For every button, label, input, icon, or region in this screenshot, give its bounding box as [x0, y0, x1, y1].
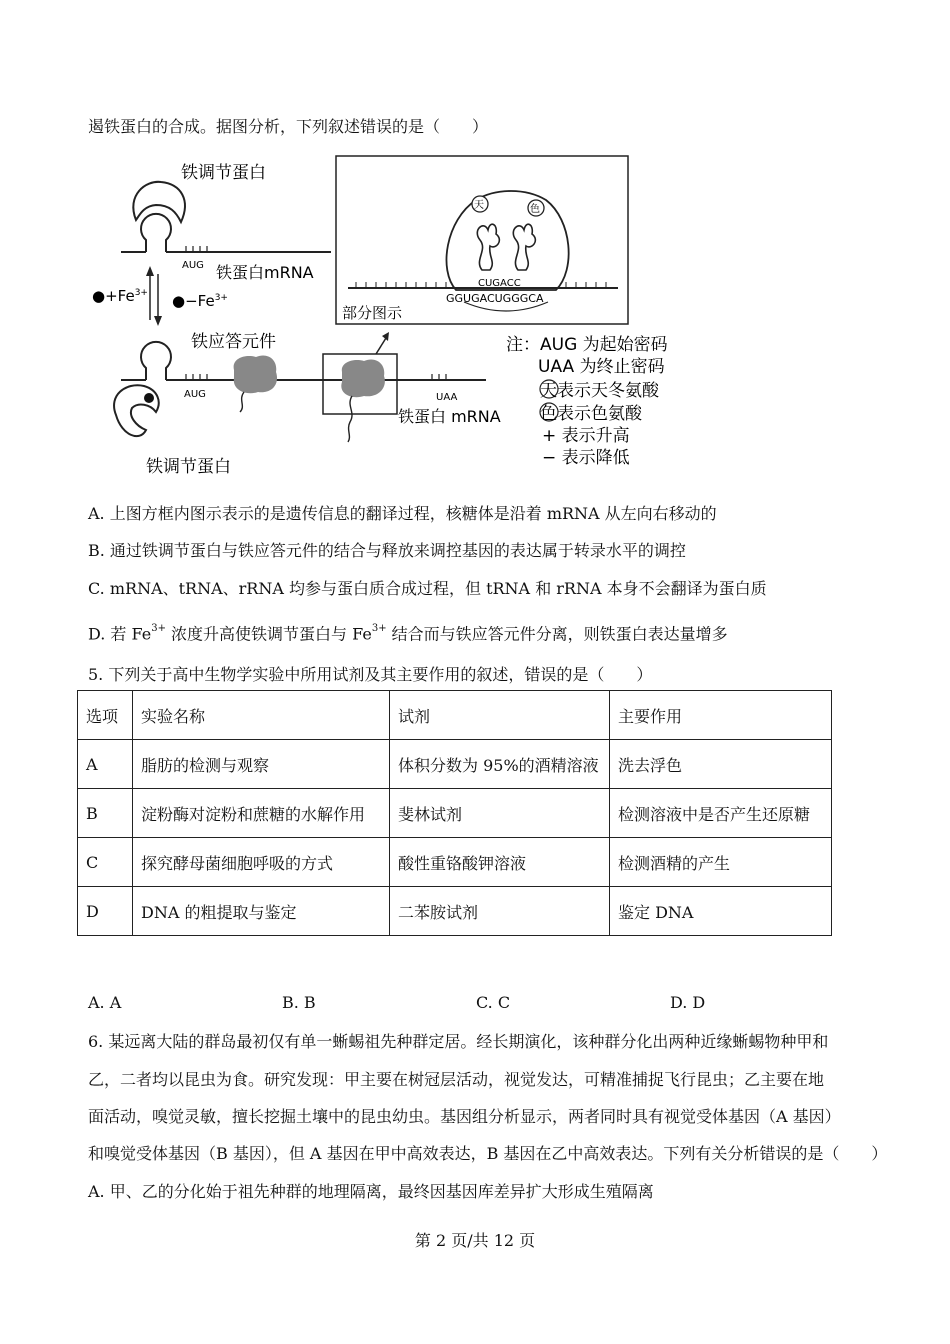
table-cell: A [78, 740, 133, 789]
figure-notes [506, 335, 668, 468]
q5-option-a: A. A [88, 993, 122, 1012]
table-cell: 检测酒精的产生 [610, 838, 832, 887]
header-cell: 主要作用 [610, 691, 832, 740]
page-footer: 第 2 页/共 12 页 [414, 1231, 536, 1250]
mrna-top-label: 铁蛋白mRNA [216, 263, 314, 282]
bottom-stem-loop [121, 342, 486, 380]
table-cell: C [78, 838, 133, 887]
note-line-6: − 表示降低 [542, 448, 630, 468]
inset-caption: 部分图示 [342, 304, 403, 322]
q5-table [77, 690, 832, 936]
aug-top: AUG [182, 260, 204, 271]
ribosome-1 [234, 355, 277, 393]
q6-line-3: 面活动，嗅觉灵敏，擅长挖掘土壤中的昆虫幼虫。基因组分析显示，两者同时具有视觉受体基因（A 基因） [88, 1107, 841, 1126]
question-4-intro: 遏铁蛋白的合成。据图分析，下列叙述错误的是（ ） [88, 117, 489, 136]
iron-regulation-figure [86, 150, 726, 480]
peptide-2 [348, 396, 352, 442]
tian-circle-label: 天 [474, 200, 484, 211]
top-stem-loop [121, 214, 331, 252]
q4-option-a: A. 上图方框内图示表示的是遗传信息的翻译过程，核糖体是沿着 mRNA 从左向右移动的 [88, 504, 717, 523]
table-cell: 脂肪的检测与观察 [133, 740, 390, 789]
q6-line-2: 乙，二者均以昆虫为食。研究发现：甲主要在树冠层活动，视觉发达，可精准捕捉飞行昆虫；乙主要在地 [88, 1070, 825, 1089]
note-line-1: 注：AUG 为起始密码 [506, 335, 668, 355]
top-protein-label: 铁调节蛋白 [181, 163, 266, 183]
mrna-bottom-label: 铁蛋白 mRNA [398, 407, 501, 426]
table-row [78, 838, 832, 887]
uaa-label: UAA [436, 392, 458, 403]
table-cell: B [78, 789, 133, 838]
table-cell: 探究酵母菌细胞呼吸的方式 [133, 838, 390, 887]
table-cell: 洗去浮色 [610, 740, 832, 789]
iron-regulatory-protein-bottom-shape [114, 385, 159, 436]
q6-line-4: 和嗅觉受体基因（B 基因），但 A 基因在甲中高效表达，B 基因在乙中高效表达。下列有关分析错误的是（ ） [88, 1144, 888, 1163]
table-cell: 鉴定 DNA [610, 887, 832, 936]
table-header-row [78, 691, 832, 740]
q5-option-d: D. D [670, 993, 706, 1012]
table-row [78, 887, 832, 936]
q4-option-b: B. 通过铁调节蛋白与铁应答元件的结合与释放来调控基因的表达属于转录水平的调控 [88, 541, 686, 560]
q5-option-c: C. C [476, 993, 511, 1012]
peptide-1 [240, 392, 244, 412]
table-row [78, 740, 832, 789]
question-5-stem: 5. 下列关于高中生物学实验中所用试剂及其主要作用的叙述，错误的是（ ） [88, 665, 653, 684]
ribosome-2 [341, 359, 385, 397]
mrna-sequence: GGUGACUGGGCA [446, 292, 544, 305]
anticodon-sequence: CUGACC [478, 278, 521, 289]
table-cell: 二苯胺试剂 [390, 887, 610, 936]
bottom-protein-label: 铁调节蛋白 [146, 457, 231, 477]
table-cell: 检测溶液中是否产生还原糖 [610, 789, 832, 838]
equilibrium-arrows [146, 266, 162, 326]
note-line-2: UAA 为终止密码 [538, 357, 665, 377]
fe-dot [144, 393, 154, 403]
header-cell: 选项 [78, 691, 133, 740]
se-circle-label: 色 [530, 204, 540, 215]
table-cell: 斐林试剂 [390, 789, 610, 838]
q4-option-d: D. 若 $Fe^{3+}$ 浓度升高使铁调节蛋白与 $Fe^{3+}$ 结合而与铁应答元件分离，则铁蛋白表达量增多 [88, 623, 728, 644]
table-row [78, 789, 832, 838]
note-line-5: + 表示升高 [542, 426, 630, 446]
q6-line-1: 6. 某远离大陆的群岛最初仅有单一蜥蜴祖先种群定居。经长期演化，该种群分化出两种近缘蜥蜴物种甲和 [88, 1032, 829, 1051]
q4-option-c: C. mRNA、tRNA、rRNA 均参与蛋白质合成过程，但 tRNA 和 rRNA 本身不会翻译为蛋白质 [88, 579, 767, 598]
table-cell: 淀粉酶对淀粉和蔗糖的水解作用 [133, 789, 390, 838]
note-line-3: 天表示天冬氨酸 [540, 381, 659, 401]
table-cell: 酸性重铬酸钾溶液 [390, 838, 610, 887]
minus-fe-label: $●-Fe^{3+}$ [172, 292, 228, 310]
table-cell: 体积分数为 95%的酒精溶液 [390, 740, 610, 789]
header-cell: 试剂 [390, 691, 610, 740]
q5-option-b: B. B [282, 993, 316, 1012]
aug-bottom: AUG [184, 389, 206, 400]
header-cell: 实验名称 [133, 691, 390, 740]
q6-option-a: A. 甲、乙的分化始于祖先种群的地理隔离，最终因基因库差异扩大形成生殖隔离 [88, 1182, 654, 1201]
table-cell: D [78, 887, 133, 936]
table-cell: DNA 的粗提取与鉴定 [133, 887, 390, 936]
plus-fe-label: $●+Fe^{3+}$ [92, 287, 148, 305]
note-line-4: 色表示色氨酸 [540, 404, 642, 424]
iron-regulatory-protein-top-shape [133, 182, 185, 222]
ire-label: 铁应答元件 [191, 332, 276, 352]
